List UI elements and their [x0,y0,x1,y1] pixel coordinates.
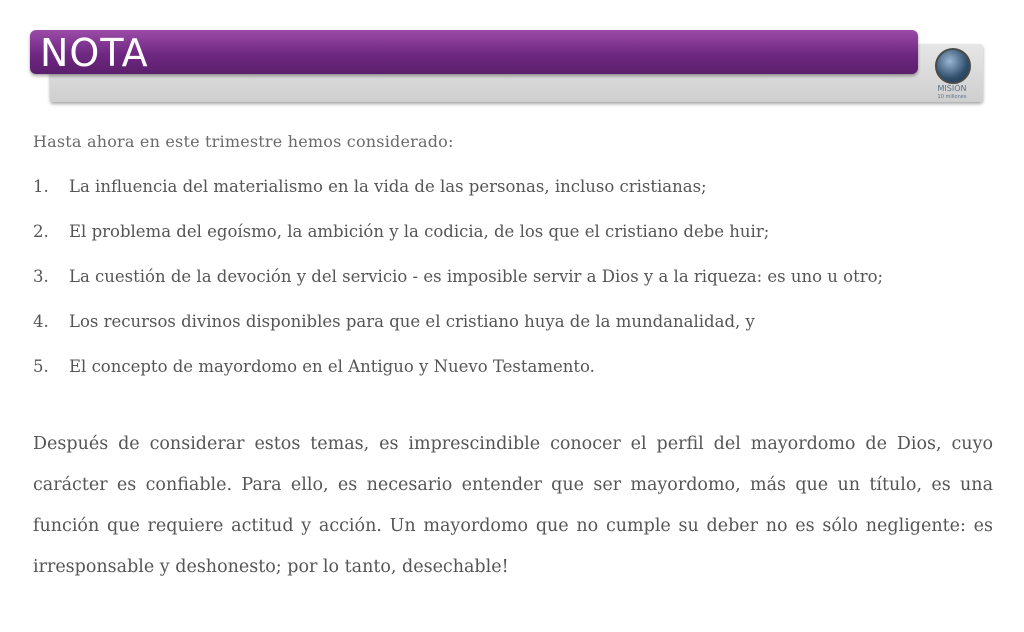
logo-subtext: 10 millones [937,94,967,100]
page-title: NOTA [40,31,149,75]
list-item [33,307,993,352]
list-number: 4. [33,312,49,331]
logo-text: MISIÓN [937,84,967,93]
list-number: 2. [33,222,49,241]
list-number: 1. [33,177,49,196]
topics-list [33,172,993,397]
intro-text: Hasta ahora en este trimestre hemos considerado: [33,132,454,151]
conclusion-paragraph: Después de considerar estos temas, es imprescindible conocer el perfil del mayordomo de Dios, cuyo carácter es confiable. Para ello, es necesario entender que ser mayordomo, más que un título, es una función que requiere actitud y acción. Un mayordomo que no cumple su deber no es sólo negligente: es irresponsable y deshonesto; por lo tanto, desechable! [33,434,993,577]
list-item [33,352,993,397]
list-item [33,217,993,262]
list-text: El problema del egoísmo, la ambición y la codicia, de los que el cristiano debe huir; [69,222,770,241]
header-bar [30,30,918,74]
list-text: La influencia del materialismo en la vida de las personas, incluso cristianas; [69,177,707,196]
list-number: 3. [33,267,49,286]
list-text: El concepto de mayordomo en el Antiguo y Nuevo Testamento. [69,357,595,376]
list-number: 5. [33,357,49,376]
logo [927,46,977,102]
list-item [33,172,993,217]
globe-icon [935,48,971,84]
list-text: La cuestión de la devoción y del servicio - es imposible servir a Dios y a la riqueza: es uno u otro; [69,267,884,286]
list-text: Los recursos divinos disponibles para que el cristiano huya de la mundanalidad, y [69,312,755,331]
list-item [33,262,993,307]
